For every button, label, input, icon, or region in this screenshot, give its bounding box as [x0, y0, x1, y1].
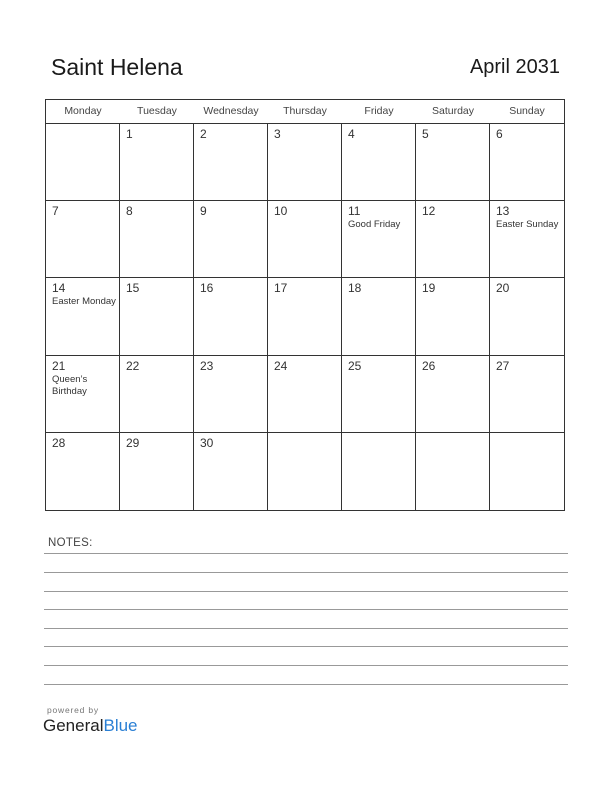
day-number: 22 [126, 358, 140, 373]
note-line [44, 665, 568, 666]
day-number: 7 [52, 204, 59, 219]
day-cell[interactable] [46, 278, 120, 355]
day-cell[interactable] [194, 124, 268, 201]
day-cell[interactable] [46, 356, 120, 433]
day-number: 18 [348, 281, 362, 296]
day-cell[interactable] [416, 124, 490, 201]
day-cell[interactable] [268, 278, 342, 355]
day-number: 3 [274, 127, 281, 141]
day-cell[interactable] [268, 124, 342, 201]
day-cell[interactable] [120, 433, 194, 510]
day-number: 21 [52, 358, 66, 373]
holiday-label: Easter Monday [52, 296, 116, 308]
note-line [44, 684, 568, 685]
day-number: 9 [200, 204, 207, 219]
day-cell[interactable] [490, 278, 564, 355]
day-number: 13 [496, 204, 510, 219]
notes-label: NOTES: [48, 537, 93, 549]
day-number: 23 [200, 358, 214, 373]
logo-general: General [43, 716, 104, 735]
day-number: 8 [126, 204, 133, 219]
generalblue-logo [43, 716, 138, 736]
day-number: 4 [348, 127, 355, 141]
day-number: 28 [52, 435, 66, 450]
day-cell[interactable] [342, 433, 416, 510]
day-cell[interactable] [194, 278, 268, 355]
day-cell[interactable] [120, 124, 194, 201]
note-line [44, 609, 568, 610]
logo-blue: Blue [103, 716, 138, 735]
day-number: 1 [126, 127, 133, 141]
day-cell[interactable] [120, 356, 194, 433]
day-cell[interactable] [416, 201, 490, 278]
note-line [44, 646, 568, 647]
day-number: 2 [200, 127, 207, 141]
day-cell[interactable] [46, 201, 120, 278]
day-number: 6 [496, 127, 503, 141]
weekday-label: Tuesday [137, 105, 177, 117]
calendar-title: Saint Helena [51, 54, 183, 80]
day-cells [46, 124, 564, 510]
day-cell[interactable] [46, 124, 120, 201]
day-cell[interactable] [342, 124, 416, 201]
calendar-month: April 2031 [469, 56, 560, 78]
day-cell[interactable] [416, 356, 490, 433]
day-number: 16 [200, 281, 214, 296]
day-number: 27 [496, 358, 510, 373]
day-number: 25 [348, 358, 362, 373]
note-line [44, 628, 568, 629]
day-cell[interactable] [490, 356, 564, 433]
day-cell[interactable] [194, 201, 268, 278]
day-cell[interactable] [268, 201, 342, 278]
day-cell[interactable] [490, 433, 564, 510]
day-cell[interactable] [268, 356, 342, 433]
day-number: 29 [126, 435, 140, 450]
day-number: 30 [200, 435, 214, 450]
day-number: 24 [274, 358, 288, 373]
day-number: 10 [274, 204, 288, 219]
day-cell[interactable] [490, 201, 564, 278]
day-cell[interactable] [416, 278, 490, 355]
day-cell[interactable] [416, 433, 490, 510]
day-cell[interactable] [194, 356, 268, 433]
day-number: 11 [348, 204, 361, 219]
note-line [44, 591, 568, 592]
weekday-label: Saturday [431, 105, 475, 117]
day-number: 5 [422, 127, 429, 141]
day-cell[interactable] [120, 278, 194, 355]
holiday-label: Queen’s Birthday [52, 373, 88, 397]
day-cell[interactable] [268, 433, 342, 510]
holiday-label: Good Friday [348, 219, 401, 231]
weekday-label: Friday [364, 105, 394, 117]
calendar-grid [45, 99, 565, 511]
weekday-label: Wednesday [203, 105, 259, 117]
day-number: 15 [126, 281, 140, 296]
note-line [44, 572, 568, 573]
day-number: 26 [422, 358, 436, 373]
weekday-label: Monday [64, 105, 102, 117]
day-number: 17 [274, 281, 288, 296]
day-cell[interactable] [342, 278, 416, 355]
weekday-label: Sunday [509, 105, 545, 117]
weekday-label: Thursday [283, 105, 327, 117]
day-cell[interactable] [490, 124, 564, 201]
day-number: 20 [496, 281, 510, 296]
weekday-header [46, 100, 564, 124]
day-cell[interactable] [46, 433, 120, 510]
note-line [44, 553, 568, 554]
holiday-label: Easter Sunday [496, 219, 559, 231]
day-number: 19 [422, 281, 436, 296]
day-cell[interactable] [120, 201, 194, 278]
day-cell[interactable] [342, 356, 416, 433]
powered-by-text: powered by [47, 705, 99, 715]
day-cell[interactable] [342, 201, 416, 278]
day-cell[interactable] [194, 433, 268, 510]
day-number: 12 [422, 204, 436, 219]
day-number: 14 [52, 281, 66, 296]
